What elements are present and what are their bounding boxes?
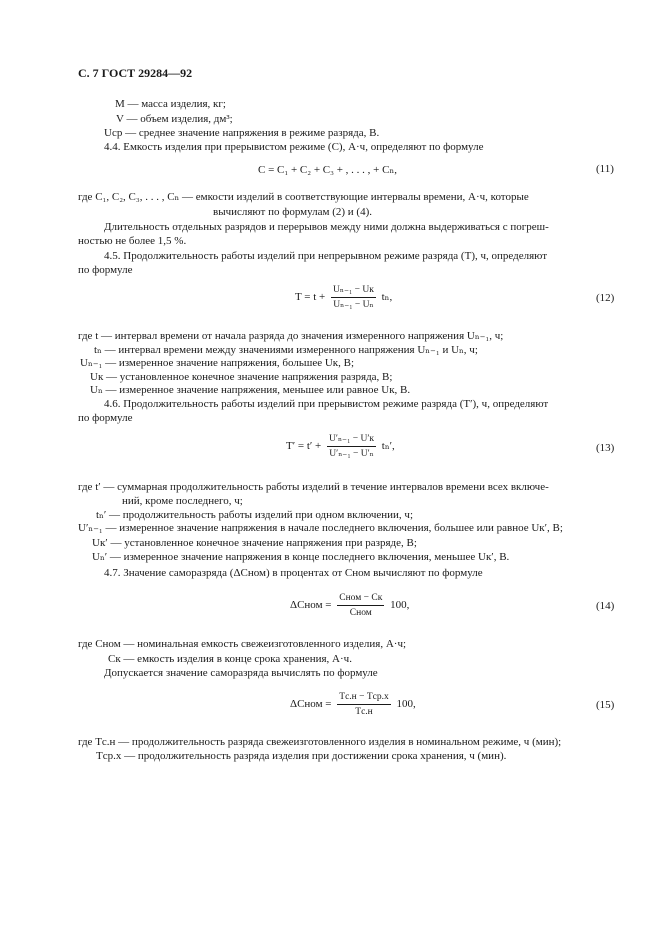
fraction-denominator: U′ₙ₋₁ − U′ₙ (329, 449, 374, 459)
fraction-denominator: Tс.н (355, 707, 373, 717)
text-line: Uср — среднее значение напряжения в режиме разряда, В. (104, 127, 380, 139)
equation-15 (290, 691, 416, 718)
text-line: 4.5. Продолжительность работы изделий при непрерывном режиме разряда (T), ч, определяют (104, 250, 548, 262)
equation-12-fraction (331, 284, 376, 311)
equation-number: (13) (596, 442, 615, 454)
equation-11 (258, 163, 397, 176)
equation-15-fraction (337, 691, 390, 718)
page-header: С. 7 ГОСТ 29284—92 (78, 66, 193, 80)
fraction-numerator: Uₙ₋₁ − Uк (331, 284, 376, 298)
equation-15-tail: 100, (396, 698, 416, 711)
equation-14-tail: 100, (390, 599, 410, 612)
equation-number: (14) (596, 600, 615, 612)
equation-15-lhs: ΔCном = (290, 698, 332, 711)
text-line: ностью не более 1,5 %. (78, 235, 187, 247)
fraction-numerator: U′ₙ₋₁ − U′к (327, 433, 376, 447)
fraction-numerator: Tс.н − Tср.х (337, 691, 390, 705)
text-line: где t — интервал времени от начала разряда до значения измеренного напряжения Uₙ₋₁, ч; (78, 330, 504, 342)
equation-13 (286, 433, 395, 460)
text-line: V — объем изделия, дм³; (116, 113, 233, 125)
text-line: Длительность отдельных разрядов и перерывов между ними должна выдерживаться с погреш- (104, 221, 549, 233)
fraction-numerator: Cном − Cк (337, 592, 384, 606)
text-line: Tср.х — продолжительность разряда изделия при достижении срока хранения, ч (мин). (96, 750, 507, 762)
text-line: 4.6. Продолжительность работы изделий при прерывистом режиме разряда (T′), ч, определяют (104, 398, 549, 410)
equation-number: (12) (596, 292, 615, 304)
text-line: где C₁, C₂, C₃, . . . , Cₙ — емкости изделий в соответствующие интервалы времени, А·ч, которые (78, 191, 529, 203)
text-line: где Tс.н — продолжительность разряда свежеизготовленного изделия в номинальном режиме, ч (мин); (78, 736, 562, 748)
fraction-denominator: Cном (349, 608, 372, 618)
text-line: ний, кроме последнего, ч; (122, 495, 243, 507)
equation-number: (11) (596, 163, 614, 175)
text-line: Uк′ — установленное конечное значение напряжения при разряде, В; (92, 537, 417, 549)
equation-11-body: C = C₁ + C₂ + C₃ + , . . . , + Cₙ, (258, 164, 397, 176)
equation-14-lhs: ΔCном = (290, 599, 332, 612)
text-line: Допускается значение саморазряда вычислять по формуле (104, 667, 378, 679)
text-line: по формуле (78, 412, 133, 424)
equation-13-tail: tₙ′, (381, 440, 395, 453)
text-line: M — масса изделия, кг; (115, 98, 226, 110)
text-line: Uₙ — измеренное значение напряжения, меньшее или равное Uк, В. (90, 384, 411, 396)
text-line: Uₙ₋₁ — измеренное значение напряжения, большее Uк, В; (80, 357, 355, 369)
fraction-denominator: Uₙ₋₁ − Uₙ (333, 300, 374, 310)
text-line: где Cном — номинальная емкость свежеизготовленного изделия, А·ч; (78, 638, 407, 650)
equation-number: (15) (596, 699, 615, 711)
text-line: tₙ′ — продолжительность работы изделий при одном включении, ч; (96, 509, 414, 521)
text-line: где t′ — суммарная продолжительность работы изделий в течение интервалов времени всех включе- (78, 481, 549, 493)
equation-12-tail: tₙ, (381, 291, 393, 304)
text-line: 4.4. Емкость изделия при прерывистом режиме (C), А·ч, определяют по формуле (104, 141, 484, 153)
text-line: U′ₙ₋₁ — измеренное значение напряжения в начале последнего включения, большее или равное Uк′, В; (78, 522, 563, 534)
text-line: Uк — установленное конечное значение напряжения разряда, В; (90, 371, 393, 383)
text-line: Cк — емкость изделия в конце срока хранения, А·ч. (108, 653, 352, 665)
equation-12-lhs: T = t + (295, 291, 326, 304)
text-line: по формуле (78, 264, 133, 276)
text-line: Uₙ′ — измеренное значение напряжения в конце последнего включения, меньшее Uк′, В. (92, 551, 510, 563)
text-line: 4.7. Значение саморазряда (ΔCном) в процентах от Cном вычисляют по формуле (104, 567, 483, 579)
equation-14-fraction (337, 592, 384, 619)
equation-12 (295, 284, 392, 311)
equation-14 (290, 592, 409, 619)
equation-13-fraction (327, 433, 376, 460)
text-line: вычисляют по формулам (2) и (4). (213, 206, 373, 218)
text-line: tₙ — интервал времени между значениями измеренного напряжения Uₙ₋₁ и Uₙ, ч; (94, 344, 478, 356)
equation-13-lhs: T′ = t′ + (286, 440, 322, 453)
